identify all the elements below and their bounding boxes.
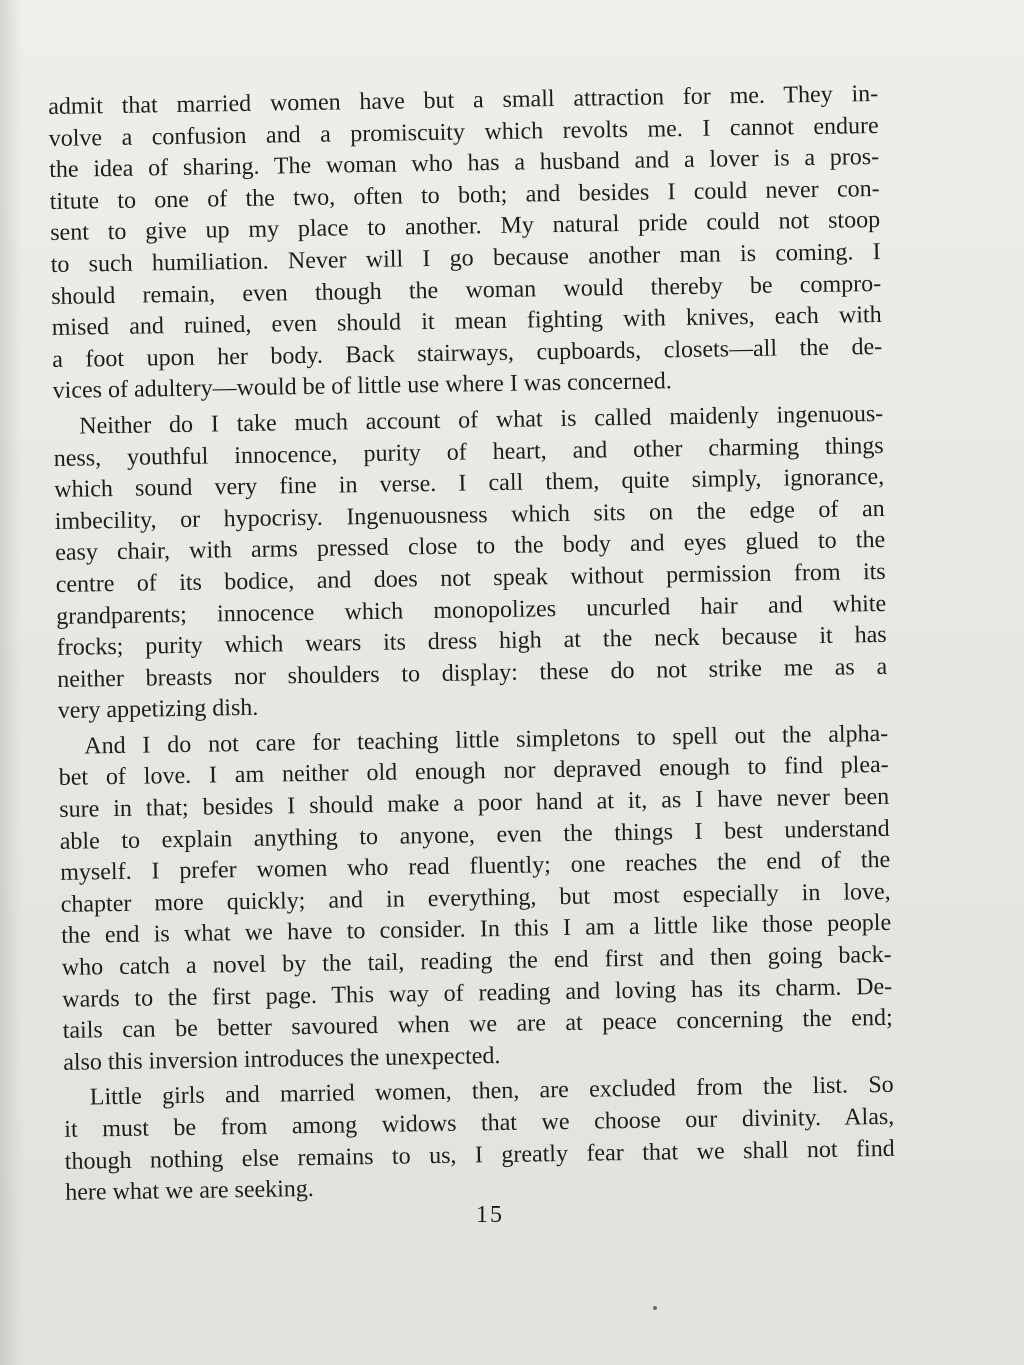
- text-line: And I do not care for teaching little simpletons to spell out the alpha-: [84, 720, 889, 760]
- text-line: able to explain anything to anyone, even the things I best understand: [59, 815, 890, 855]
- text-line: sure in that; besides I should make a poor hand at it, as I have never been: [59, 783, 890, 823]
- paper-speck: [653, 1306, 657, 1310]
- text-line: vices of adultery—would be of little use where I was concerned.: [52, 368, 672, 405]
- text-line: neither breasts nor shoulders to display: these do not strike me as a: [57, 653, 888, 693]
- paragraph: [53, 399, 888, 728]
- text-line: admit that married women have but a small attraction for me. They in-: [48, 80, 879, 120]
- text-line: wards to the first page. This way of reading and loving has its charm. De-: [62, 973, 893, 1013]
- text-line: tails can be better savoured when we are at peace concerning the end;: [62, 1005, 893, 1045]
- text-line: titute to one of the two, often to both; and besides I could never con-: [49, 175, 880, 215]
- page-gutter-shadow: [0, 0, 22, 1365]
- paragraph: [64, 1070, 896, 1209]
- text-line: centre of its bodice, and does not speak without permission from its: [55, 558, 886, 598]
- text-line: it must be from among widows that we choose our divinity. Alas,: [64, 1103, 895, 1143]
- text-line: mised and ruined, even should it mean fighting with knives, each with: [51, 302, 882, 342]
- text-line: the idea of sharing. The woman who has a husband and a lover is a pros-: [49, 144, 880, 184]
- text-line: Neither do I take much account of what is called maidenly ingenuous-: [79, 400, 884, 440]
- text-line: frocks; purity which wears its dress high at the neck because it has: [56, 621, 887, 662]
- text-line: sent to give up my place to another. My natural pride could not stoop: [50, 207, 881, 247]
- paragraph: [58, 719, 893, 1080]
- text-line: should remain, even though the woman would thereby be compro-: [51, 270, 882, 310]
- page-number: 15: [476, 1202, 504, 1228]
- text-line: which sound very fine in verse. I call them, quite simply, ignorance,: [54, 464, 885, 504]
- text-line: here what we are seeking.: [65, 1176, 315, 1207]
- text-line: though nothing else remains to us, I greatly fear that we shall not find: [64, 1135, 895, 1175]
- text-line: bet of love. I am neither old enough nor depraved enough to find plea-: [58, 752, 889, 792]
- body-text: [48, 79, 896, 1214]
- text-line: ness, youthful innocence, purity of heart, and other charming things: [53, 432, 884, 472]
- text-line: volve a confusion and a promiscuity which revolts me. I cannot endure: [48, 112, 879, 152]
- text-line: myself. I prefer women who read fluently; one reaches the end of the: [60, 847, 891, 887]
- text-line: a foot upon her body. Back stairways, cupboards, closets—all the de-: [52, 333, 883, 373]
- text-line: who catch a novel by the tail, reading the end first and then going back-: [61, 941, 892, 981]
- text-line: also this inversion introduces the unexpected.: [63, 1042, 501, 1076]
- text-line: Little girls and married women, then, are excluded from the list. So: [89, 1072, 894, 1111]
- text-line: grandparents; innocence which monopolizes uncurled hair and white: [56, 590, 887, 630]
- text-line: to such humiliation. Never will I go because another man is coming. I: [50, 238, 881, 278]
- text-line: the end is what we have to consider. In this I am a little like those people: [61, 910, 892, 950]
- text-line: easy chair, with arms pressed close to the body and eyes glued to the: [55, 527, 886, 567]
- text-line: chapter more quickly; and in everything, but most especially in love,: [60, 878, 891, 918]
- text-line: very appetizing dish.: [57, 695, 259, 725]
- text-line: imbecility, or hypocrisy. Ingenuousness which sits on the edge of an: [54, 495, 885, 535]
- paragraph: [48, 79, 883, 408]
